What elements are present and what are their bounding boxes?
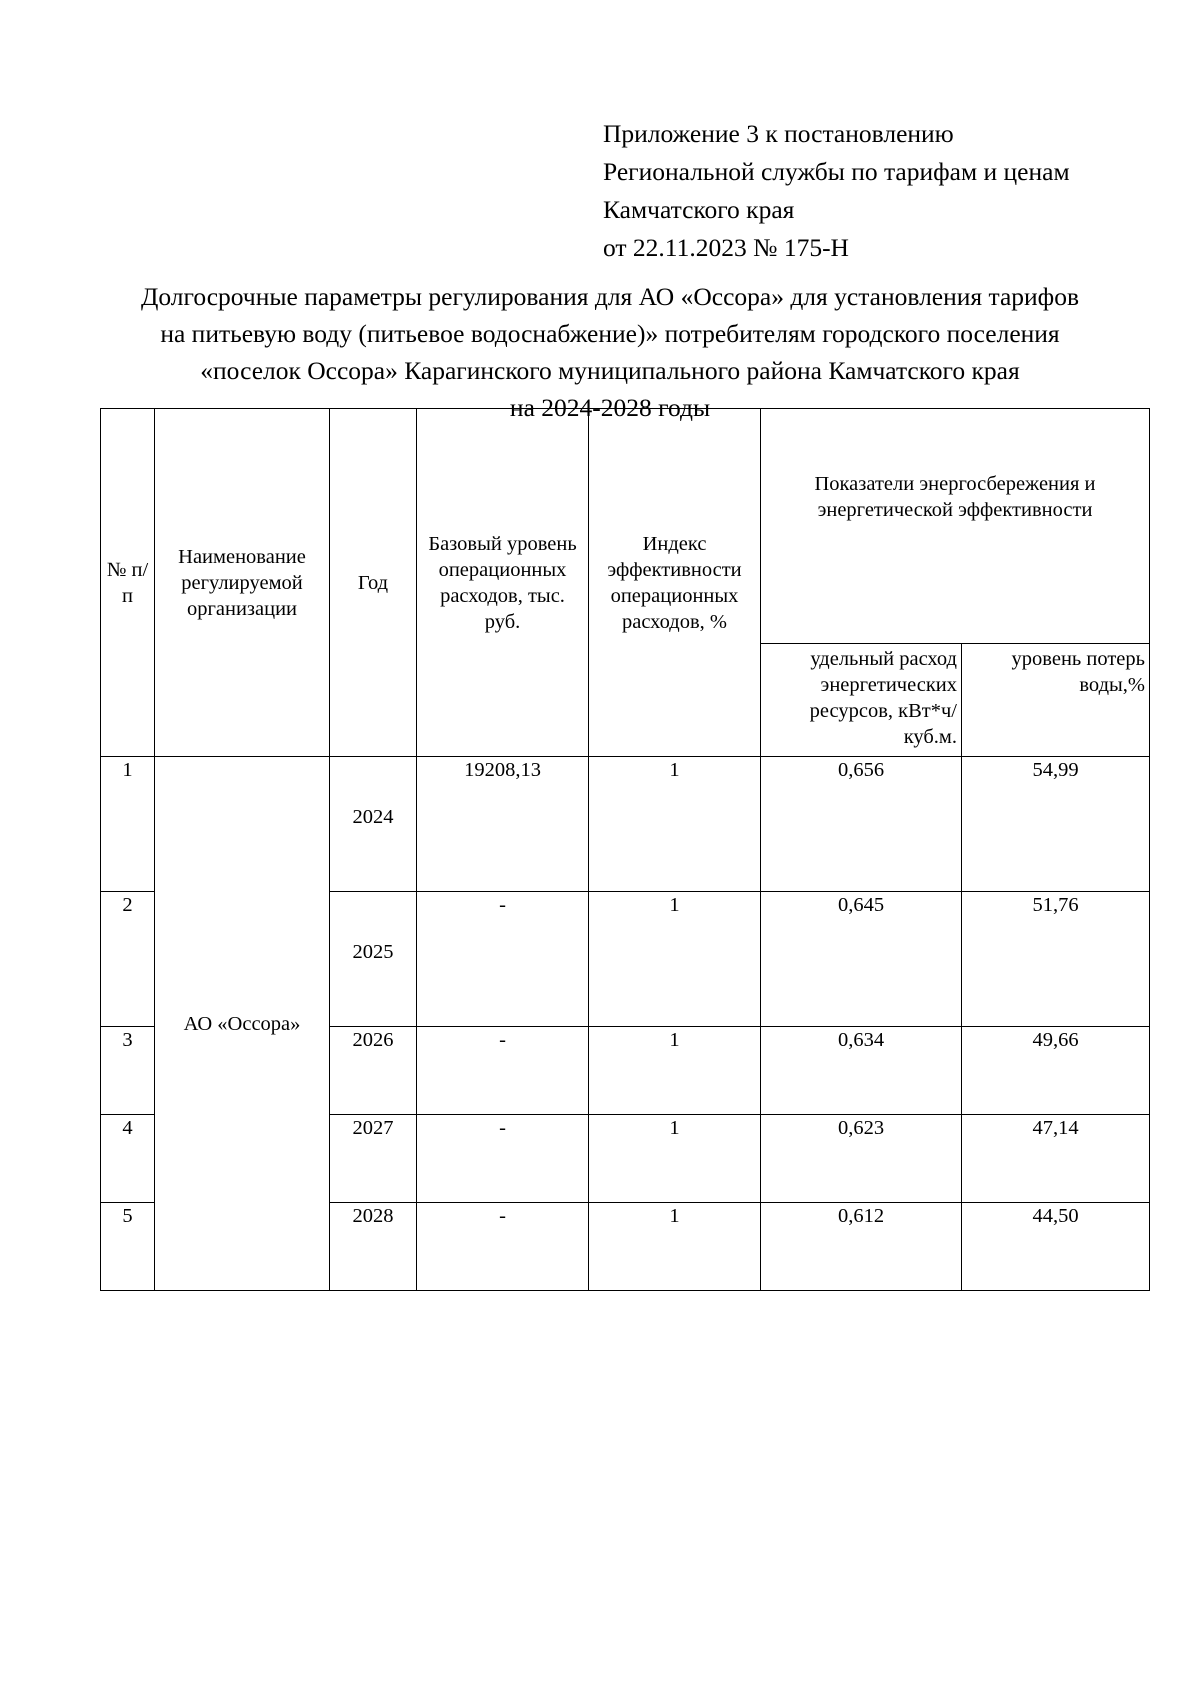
header-num: № п/п <box>101 409 155 757</box>
cell-base-level: - <box>417 892 589 1027</box>
cell-base-level: - <box>417 1203 589 1291</box>
title-line: Долгосрочные параметры регулирования для АО «Оссора» для установления тарифов <box>141 282 1079 311</box>
cell-energy-consumption: 0,645 <box>761 892 962 1027</box>
header-year: Год <box>330 409 417 757</box>
cell-organization: АО «Оссора» <box>155 757 330 1291</box>
title-line: «поселок Оссора» Карагинского муниципального района Камчатского края <box>200 356 1020 385</box>
title-line: на 2024-2028 годы <box>509 393 711 422</box>
cell-num: 4 <box>101 1115 155 1203</box>
title-line: на питьевую воду (питьевое водоснабжение)» потребителям городского поселения <box>160 319 1060 348</box>
cell-energy-consumption: 0,623 <box>761 1115 962 1203</box>
cell-efficiency-index: 1 <box>589 1027 761 1115</box>
cell-energy-consumption: 0,612 <box>761 1203 962 1291</box>
table-row <box>101 757 1150 892</box>
appendix-line: от 22.11.2023 № 175-Н <box>603 233 849 262</box>
header-energy-group: Показатели энергосбережения и энергетической эффективности <box>761 409 1150 644</box>
cell-efficiency-index: 1 <box>589 892 761 1027</box>
table-header-row <box>101 409 1150 644</box>
cell-year: 2024 <box>330 757 417 892</box>
header-base-level: Базовый уровень операционных расходов, тыс. руб. <box>417 409 589 757</box>
cell-year: 2025 <box>330 892 417 1027</box>
cell-efficiency-index: 1 <box>589 757 761 892</box>
cell-num: 5 <box>101 1203 155 1291</box>
cell-water-loss: 54,99 <box>962 757 1150 892</box>
cell-base-level: 19208,13 <box>417 757 589 892</box>
cell-energy-consumption: 0,656 <box>761 757 962 892</box>
cell-water-loss: 49,66 <box>962 1027 1150 1115</box>
appendix-line: Региональной службы по тарифам и ценам <box>603 157 1070 186</box>
cell-year: 2028 <box>330 1203 417 1291</box>
cell-base-level: - <box>417 1115 589 1203</box>
cell-num: 2 <box>101 892 155 1027</box>
cell-year: 2027 <box>330 1115 417 1203</box>
cell-efficiency-index: 1 <box>589 1115 761 1203</box>
cell-water-loss: 51,76 <box>962 892 1150 1027</box>
header-efficiency-index: Индекс эффективности операционных расходов, % <box>589 409 761 757</box>
appendix-line: Камчатского края <box>603 195 795 224</box>
cell-num: 3 <box>101 1027 155 1115</box>
cell-water-loss: 44,50 <box>962 1203 1150 1291</box>
document-title <box>60 278 1160 426</box>
cell-num: 1 <box>101 757 155 892</box>
cell-efficiency-index: 1 <box>589 1203 761 1291</box>
header-water-loss: уровень потерь воды,% <box>962 644 1150 757</box>
cell-energy-consumption: 0,634 <box>761 1027 962 1115</box>
appendix-reference <box>603 115 1070 267</box>
cell-year: 2026 <box>330 1027 417 1115</box>
regulation-parameters-table <box>100 408 1150 1291</box>
header-energy-consumption: удельный расход энергетических ресурсов, кВт*ч/куб.м. <box>761 644 962 757</box>
cell-base-level: - <box>417 1027 589 1115</box>
appendix-line: Приложение 3 к постановлению <box>603 119 954 148</box>
cell-water-loss: 47,14 <box>962 1115 1150 1203</box>
header-organization: Наименование регулируемой организации <box>155 409 330 757</box>
